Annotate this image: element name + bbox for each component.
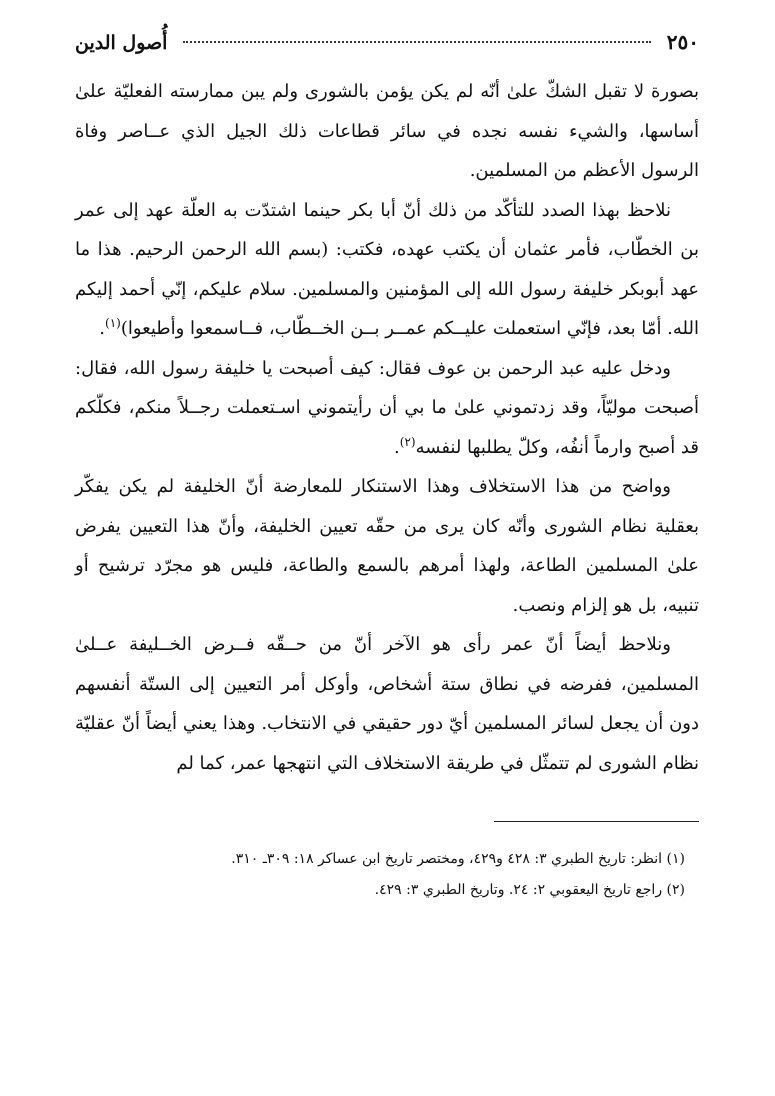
footnote-separator: [494, 821, 699, 822]
running-title: أُصول الدين: [75, 32, 168, 54]
page-number: ٢٥٠: [666, 30, 699, 54]
paragraph-5-text: ونلاحظ أيضاً أنّ عمر رأى هو الآخر أنّ من حــقّه فــرض الخــليفة عــلىٰ المسلمين، ففرضه في نطاق ستة أشخاص، وأوكل أمر التعيين إلى الستّة أنفسهم دون أن يجعل لسائر المسلمين أيّ دور حقيقي في الانتخاب. وهذا يعني أيضاً أنّ عقليّة نظام الشورى لم تتمثّل في طريقة الاستخلاف التي انتهجها عمر، كما لم: [75, 634, 699, 774]
paragraph-2-tail: .: [99, 318, 106, 339]
document-page: [75, 30, 699, 1070]
paragraph-3-text: ودخل عليه عبد الرحمن بن عوف فقال: كيف أصبحت يا خليفة رسول الله، فقال: أصبحت موليّاً، وقد زدتموني علىٰ ما بي أن رأيتموني اسـتعملت رجــلاً منكم، فكلّكم قد أصبح وارماً أنفُه، وكلّ يطلبها لنفسه: [75, 357, 699, 458]
header-dotted-leader: [183, 41, 650, 43]
footnote-2: (٢) راجع تاريخ اليعقوبي ٢: ٢٤. وتاريخ الطبري ٣: ٤٢٩.: [374, 882, 685, 898]
paragraph-4-text: وواضح من هذا الاستخلاف وهذا الاستنكار للمعارضة أنّ الخليفة لم يكن يفكّر بعقلية نظام الشورى وأنّه كان يرى من حقّه تعيين الخليفة، وأنّ هذا التعيين يفرض علىٰ المسلمين الطاعة، ولهذا أمرهم بالسمع والطاعة، فليس هو مجرّد ترشيح أو تنبيه، بل هو إلزام ونصب.: [75, 476, 699, 616]
paragraph-5: [75, 625, 699, 783]
footnotes: [75, 844, 699, 906]
footnote-1: (١) انظر: تاريخ الطبري ٣: ٤٢٨ و٤٢٩، ومختصر تاريخ ابن عساكر ١٨: ٣٠٩ـ ٣١٠.: [231, 851, 685, 867]
paragraph-2: [75, 191, 699, 349]
paragraph-4: [75, 467, 699, 625]
paragraph-1: [75, 72, 699, 191]
paragraph-2-text: نلاحظ بهذا الصدد للتأكّد من ذلك أنّ أبا بكر حينما اشتدّت به العلّة عهد إلى عمر بن الخطّاب، فأمر عثمان أن يكتب عهده، فكتب: (بسم الله الرحمن الرحيم. هذا ما عهد أبوبكر خليفة رسول الله إلى المؤمنين والمسلمين. سلام عليكم، إنّي أحمد إليكم الله. أمّا بعد، فإنّي استعملت عليــكم عمــر بــن الخــطّاب، فــاسمعوا وأطيعوا): [75, 199, 699, 339]
paragraph-1-text: بصورة لا تقبل الشكّ علىٰ أنّه لم يكن يؤمن بالشورى ولم يبن ممارسته الفعليّة علىٰ أساسها، والشيء نفسه نجده في سائر قطاعات ذلك الجيل الذي عــاصر وفاة الرسول الأعظم من المسلمين.: [75, 81, 699, 181]
paragraph-3: [75, 349, 699, 468]
paragraph-3-tail: .: [394, 436, 400, 458]
body-text: [75, 72, 699, 783]
footnote-ref-1: (١): [105, 316, 121, 330]
footnote-ref-2: (٢): [399, 434, 416, 449]
page-header: [75, 30, 699, 66]
